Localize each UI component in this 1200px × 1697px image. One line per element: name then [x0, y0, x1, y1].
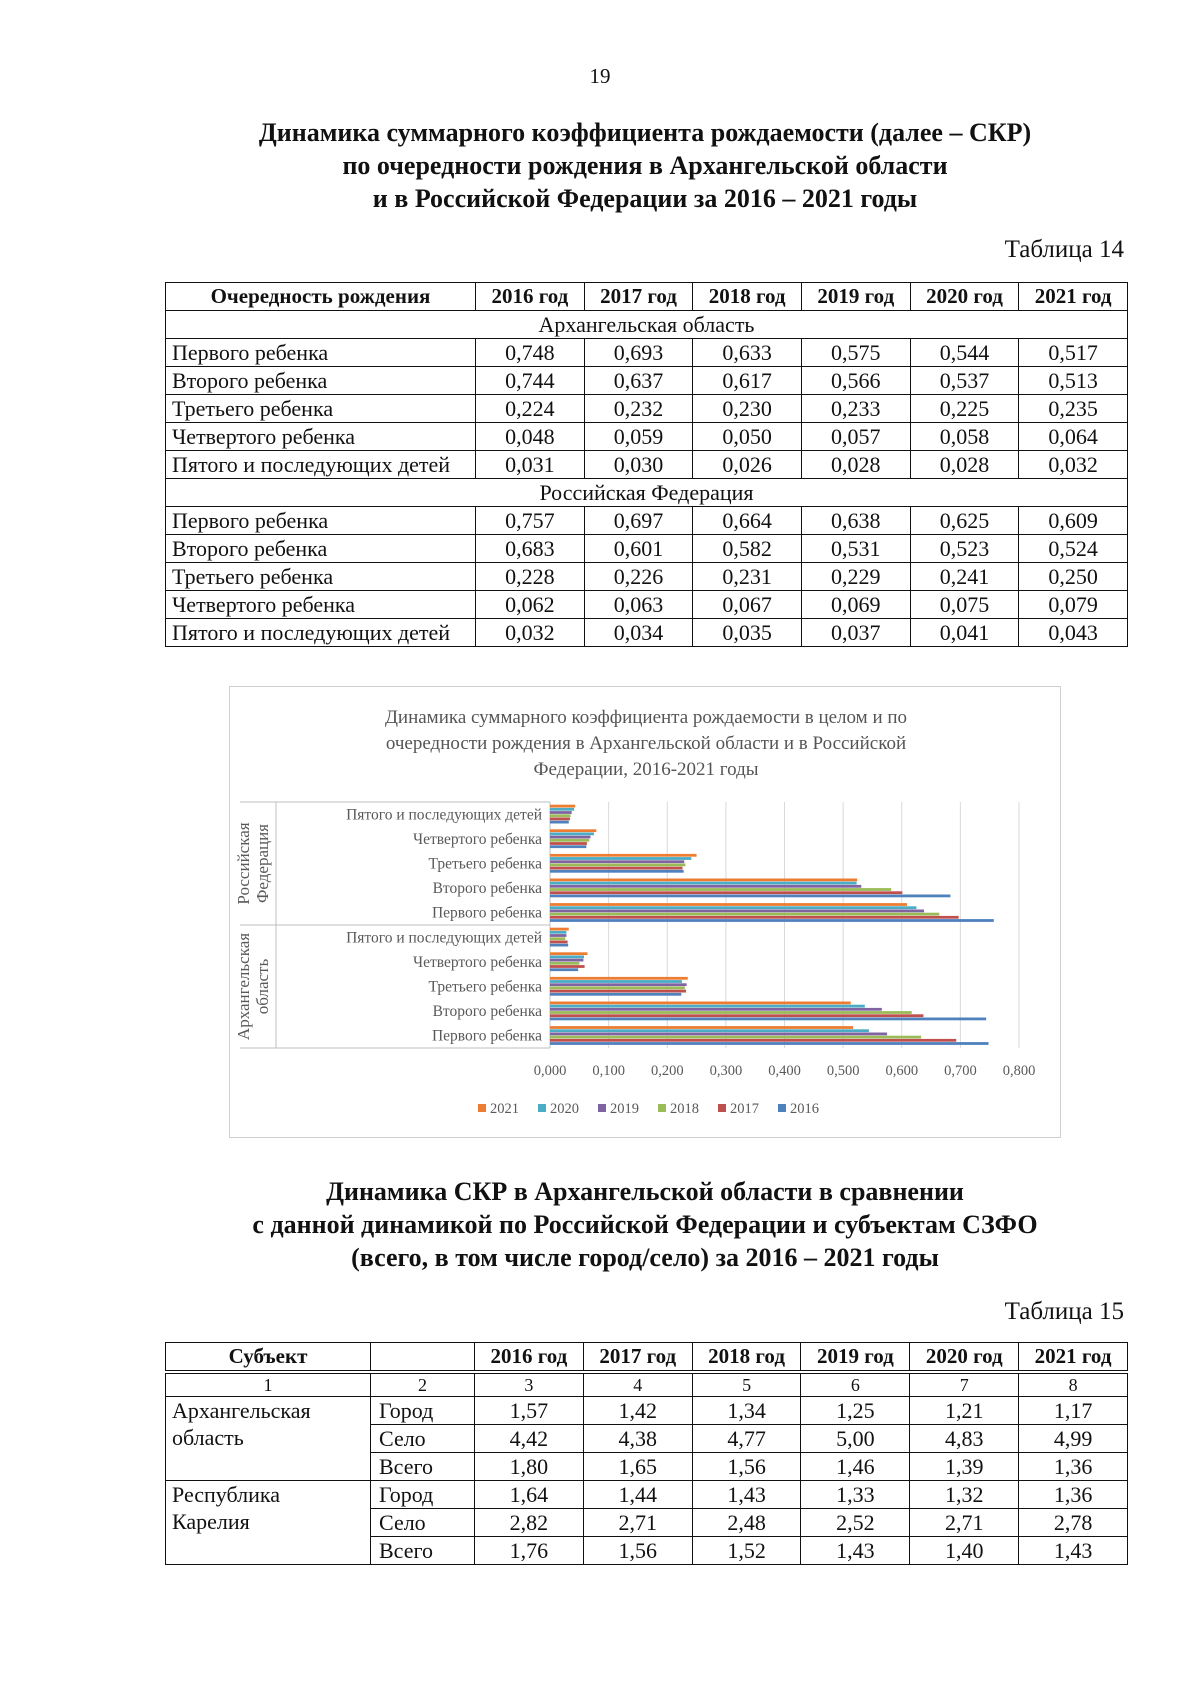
- category-label: Третьего ребенка: [428, 978, 542, 996]
- table-cell: 5,00: [801, 1425, 910, 1453]
- x-tick-label: 0,200: [650, 1063, 684, 1079]
- table-cell: 1,42: [583, 1397, 692, 1425]
- index-cell: 8: [1019, 1374, 1128, 1397]
- table14-header-row: [166, 283, 1128, 311]
- table-cell: 1,17: [1019, 1397, 1128, 1425]
- table-cell: 0,233: [801, 395, 910, 423]
- column-header: Субъект: [166, 1343, 371, 1371]
- table-cell: 0,026: [693, 451, 802, 479]
- column-header: 2018 год: [692, 1343, 801, 1371]
- subject-name-line: Архангельская: [172, 1398, 311, 1423]
- bar: [550, 1039, 956, 1042]
- x-tick-label: 0,700: [944, 1063, 977, 1079]
- section-row: [166, 311, 1128, 339]
- group-label-line: Архангельская: [234, 932, 253, 1041]
- table-cell: 0,035: [693, 619, 802, 647]
- table-cell: 1,32: [910, 1481, 1019, 1509]
- table-cell: 0,028: [801, 451, 910, 479]
- row-label: Первого ребенка: [166, 339, 476, 367]
- table-row: [166, 563, 1128, 591]
- legend-swatch: [538, 1104, 546, 1112]
- bar: [550, 937, 565, 940]
- bar: [550, 990, 686, 993]
- chart-title-line: Федерации, 2016-2021 годы: [533, 759, 759, 780]
- table-cell: 1,56: [692, 1453, 801, 1481]
- table-cell: 2,71: [910, 1509, 1019, 1537]
- section-row: [166, 479, 1128, 507]
- table-cell: 1,76: [475, 1537, 584, 1565]
- table-cell: 4,77: [692, 1425, 801, 1453]
- bar: [550, 811, 572, 814]
- settlement-type: Всего: [371, 1537, 475, 1565]
- bar: [550, 962, 579, 965]
- column-header: 2021 год: [1019, 283, 1128, 311]
- index-cell: 6: [801, 1374, 910, 1397]
- table-cell: 0,032: [1019, 451, 1128, 479]
- legend-swatch: [478, 1104, 486, 1112]
- table-cell: 0,693: [584, 339, 693, 367]
- index-cell: 4: [583, 1374, 692, 1397]
- table-cell: 2,82: [475, 1509, 584, 1537]
- column-header: 2017 год: [583, 1343, 692, 1371]
- table-cell: 0,063: [584, 591, 693, 619]
- x-tick-label: 0,600: [885, 1063, 919, 1079]
- bar: [550, 1018, 986, 1021]
- table-cell: 0,067: [693, 591, 802, 619]
- bar: [550, 888, 891, 891]
- table14-heading: [160, 116, 1130, 215]
- table-cell: 4,38: [583, 1425, 692, 1453]
- category-label: Третьего ребенка: [428, 855, 542, 873]
- table-cell: 0,041: [910, 619, 1019, 647]
- category-label: Первого ребенка: [431, 1027, 542, 1045]
- table-cell: 0,032: [476, 619, 585, 647]
- bar: [550, 903, 907, 906]
- table-cell: 0,617: [693, 367, 802, 395]
- skr-bar-chart: [230, 687, 1062, 1139]
- table-cell: 4,42: [475, 1425, 584, 1453]
- bar: [550, 965, 585, 968]
- table-cell: 0,566: [801, 367, 910, 395]
- table15: [165, 1342, 1128, 1565]
- row-label: Третьего ребенка: [166, 563, 476, 591]
- table-cell: 0,059: [584, 423, 693, 451]
- index-cell: 2: [371, 1374, 475, 1397]
- bar: [550, 879, 857, 882]
- bar: [550, 821, 569, 824]
- table-cell: 1,39: [910, 1453, 1019, 1481]
- table-cell: 0,069: [801, 591, 910, 619]
- row-label: Второго ребенка: [166, 367, 476, 395]
- table-cell: 0,748: [476, 339, 585, 367]
- table-cell: 0,231: [693, 563, 802, 591]
- table15-caption: Таблица 15: [1004, 1298, 1124, 1325]
- table-cell: 0,609: [1019, 507, 1128, 535]
- bar: [550, 860, 684, 863]
- row-label: Пятого и последующих детей: [166, 619, 476, 647]
- table15-heading: [160, 1175, 1130, 1274]
- bar: [550, 931, 566, 934]
- bar: [550, 854, 697, 857]
- bar: [550, 916, 959, 919]
- table-cell: 1,21: [910, 1397, 1019, 1425]
- bar: [550, 1011, 912, 1014]
- settlement-type: Село: [371, 1425, 475, 1453]
- table-cell: 0,637: [584, 367, 693, 395]
- row-label: Пятого и последующих детей: [166, 451, 476, 479]
- x-tick-label: 0,300: [709, 1063, 743, 1079]
- row-label: Четвертого ребенка: [166, 423, 476, 451]
- chart-frame: [229, 686, 1061, 1138]
- legend-label: 2018: [670, 1101, 699, 1117]
- bar: [550, 1029, 869, 1032]
- table-row: [166, 1481, 1128, 1509]
- bar: [550, 891, 902, 894]
- bar: [550, 818, 570, 821]
- section-title: Архангельская область: [166, 311, 1128, 339]
- table-cell: 0,229: [801, 563, 910, 591]
- table-cell: 0,235: [1019, 395, 1128, 423]
- legend-label: 2020: [550, 1101, 579, 1117]
- bar: [550, 1008, 882, 1011]
- subject-name: [166, 1397, 371, 1481]
- table-cell: 1,80: [475, 1453, 584, 1481]
- bar: [550, 910, 924, 913]
- legend-label: 2016: [790, 1101, 819, 1117]
- bar: [550, 845, 586, 848]
- table15-heading-line: (всего, в том числе город/село) за 2016 – 2021 годы: [351, 1243, 939, 1272]
- table-cell: 4,99: [1019, 1425, 1128, 1453]
- table-row: [166, 619, 1128, 647]
- bar: [550, 977, 688, 980]
- table-cell: 1,52: [692, 1537, 801, 1565]
- legend-label: 2021: [490, 1101, 519, 1117]
- table-row: [166, 339, 1128, 367]
- bar: [550, 864, 685, 867]
- subject-name-line: Республика: [172, 1482, 281, 1507]
- bar: [550, 829, 596, 832]
- table-cell: 0,757: [476, 507, 585, 535]
- settlement-type: Всего: [371, 1453, 475, 1481]
- column-header: 2016 год: [476, 283, 585, 311]
- bar: [550, 885, 861, 888]
- column-header: 2018 год: [693, 283, 802, 311]
- bar: [550, 808, 574, 811]
- table-cell: 1,65: [583, 1453, 692, 1481]
- table-cell: 1,34: [692, 1397, 801, 1425]
- table-cell: 0,058: [910, 423, 1019, 451]
- section-title: Российская Федерация: [166, 479, 1128, 507]
- bar: [550, 919, 994, 922]
- table-cell: 0,744: [476, 367, 585, 395]
- table-cell: 0,575: [801, 339, 910, 367]
- row-label: Первого ребенка: [166, 507, 476, 535]
- table-cell: 0,034: [584, 619, 693, 647]
- column-header: 2017 год: [584, 283, 693, 311]
- category-label: Пятого и последующих детей: [346, 806, 542, 824]
- group-label-line: Федерация: [253, 823, 272, 904]
- bar: [550, 959, 583, 962]
- bar: [550, 882, 857, 885]
- x-tick-label: 0,100: [592, 1063, 625, 1079]
- table-cell: 0,230: [693, 395, 802, 423]
- table-cell: 0,517: [1019, 339, 1128, 367]
- table14: [165, 282, 1128, 647]
- table-cell: 0,079: [1019, 591, 1128, 619]
- category-label: Второго ребенка: [432, 880, 542, 898]
- bar: [550, 906, 916, 909]
- row-label: Третьего ребенка: [166, 395, 476, 423]
- index-cell: 1: [166, 1374, 371, 1397]
- table-row: [166, 507, 1128, 535]
- table-cell: 2,71: [583, 1509, 692, 1537]
- table-cell: 0,250: [1019, 563, 1128, 591]
- bar: [550, 1036, 921, 1039]
- table-cell: 0,524: [1019, 535, 1128, 563]
- bar: [550, 913, 939, 916]
- table-cell: 0,031: [476, 451, 585, 479]
- bar: [550, 1005, 865, 1008]
- bar: [550, 842, 587, 845]
- chart-title-line: Динамика суммарного коэффициента рождаемости в целом и по: [384, 707, 908, 728]
- table-cell: 0,050: [693, 423, 802, 451]
- column-header: 2021 год: [1019, 1343, 1128, 1371]
- category-label: Четвертого ребенка: [413, 830, 542, 848]
- table-cell: 1,56: [583, 1537, 692, 1565]
- legend-label: 2019: [610, 1101, 639, 1117]
- bar: [550, 934, 566, 937]
- bar: [550, 805, 575, 808]
- group-label-line: область: [253, 958, 272, 1015]
- table-cell: 2,48: [692, 1509, 801, 1537]
- table15-heading-line: Динамика СКР в Архангельской области в сравнении: [326, 1177, 964, 1206]
- index-cell: 7: [910, 1374, 1019, 1397]
- bar: [550, 836, 590, 839]
- table-cell: 0,037: [801, 619, 910, 647]
- table-cell: 0,664: [693, 507, 802, 535]
- table-row: [166, 395, 1128, 423]
- table-cell: 0,048: [476, 423, 585, 451]
- table-cell: 1,44: [583, 1481, 692, 1509]
- table-row: [166, 367, 1128, 395]
- column-header: 2020 год: [910, 1343, 1019, 1371]
- legend-swatch: [598, 1104, 606, 1112]
- category-label: Пятого и последующих детей: [346, 929, 542, 947]
- table-cell: 0,638: [801, 507, 910, 535]
- table-cell: 0,683: [476, 535, 585, 563]
- table-row: [166, 1397, 1128, 1425]
- table-cell: 0,228: [476, 563, 585, 591]
- table15-heading-line: с данной динамикой по Российской Федерации и субъектам СЗФО: [252, 1210, 1038, 1239]
- bar: [550, 1026, 853, 1029]
- x-tick-label: 0,500: [826, 1063, 860, 1079]
- column-header: 2020 год: [910, 283, 1019, 311]
- row-label: Второго ребенка: [166, 535, 476, 563]
- bar: [550, 968, 578, 971]
- table-cell: 1,36: [1019, 1453, 1128, 1481]
- legend-swatch: [658, 1104, 666, 1112]
- bar: [550, 956, 584, 959]
- settlement-type: Город: [371, 1481, 475, 1509]
- table-row: [166, 535, 1128, 563]
- table14-caption: Таблица 14: [1004, 236, 1124, 263]
- table-cell: 0,057: [801, 423, 910, 451]
- table-cell: 0,601: [584, 535, 693, 563]
- table-cell: 0,633: [693, 339, 802, 367]
- bar: [550, 895, 950, 898]
- bar: [550, 1042, 989, 1045]
- table-cell: 1,43: [1019, 1537, 1128, 1565]
- page-number: 19: [589, 64, 611, 88]
- table-cell: 0,062: [476, 591, 585, 619]
- table-cell: 0,544: [910, 339, 1019, 367]
- table-cell: 0,064: [1019, 423, 1128, 451]
- settlement-type: Село: [371, 1509, 475, 1537]
- table-cell: 0,537: [910, 367, 1019, 395]
- table15-header-row: [166, 1343, 1128, 1371]
- table-cell: 1,46: [801, 1453, 910, 1481]
- table14-heading-line: и в Российской Федерации за 2016 – 2021 годы: [372, 184, 918, 213]
- table-cell: 0,241: [910, 563, 1019, 591]
- category-label: Четвертого ребенка: [413, 953, 542, 971]
- table-cell: 1,36: [1019, 1481, 1128, 1509]
- table-cell: 1,40: [910, 1537, 1019, 1565]
- table-cell: 1,57: [475, 1397, 584, 1425]
- chart-title-line: очередности рождения в Архангельской области и в Российской: [385, 733, 907, 754]
- table-row: [166, 423, 1128, 451]
- bar: [550, 839, 589, 842]
- table-cell: 0,075: [910, 591, 1019, 619]
- category-label: Второго ребенка: [432, 1003, 542, 1021]
- table-cell: 1,25: [801, 1397, 910, 1425]
- index-row: [166, 1374, 1128, 1397]
- table-cell: 0,531: [801, 535, 910, 563]
- column-header: Очередность рождения: [166, 283, 476, 311]
- table-cell: 1,33: [801, 1481, 910, 1509]
- table-cell: 2,52: [801, 1509, 910, 1537]
- table-cell: 0,523: [910, 535, 1019, 563]
- bar: [550, 987, 685, 990]
- group-label-line: Российская: [234, 822, 253, 905]
- bar: [550, 1033, 887, 1036]
- bar: [550, 870, 684, 873]
- bar: [550, 941, 568, 944]
- table-cell: 0,625: [910, 507, 1019, 535]
- category-label: Первого ребенка: [431, 904, 542, 922]
- legend-swatch: [778, 1104, 786, 1112]
- column-header: 2019 год: [801, 283, 910, 311]
- bar: [550, 952, 588, 955]
- column-header: 2019 год: [801, 1343, 910, 1371]
- table-cell: 0,582: [693, 535, 802, 563]
- table-cell: 0,043: [1019, 619, 1128, 647]
- table-cell: 0,030: [584, 451, 693, 479]
- table-cell: 1,43: [801, 1537, 910, 1565]
- x-tick-label: 0,400: [768, 1063, 801, 1079]
- table-cell: 0,513: [1019, 367, 1128, 395]
- bar: [550, 944, 568, 947]
- column-header: 2016 год: [475, 1343, 584, 1371]
- table-cell: 1,43: [692, 1481, 801, 1509]
- table14-heading-line: Динамика суммарного коэффициента рождаемости (далее – СКР): [258, 118, 1032, 147]
- subject-name-line: область: [172, 1425, 244, 1450]
- settlement-type: Город: [371, 1397, 475, 1425]
- legend-label: 2017: [730, 1101, 759, 1117]
- column-header: [371, 1343, 475, 1371]
- row-label: Четвертого ребенка: [166, 591, 476, 619]
- subject-name: [166, 1481, 371, 1565]
- index-cell: 3: [475, 1374, 584, 1397]
- table-cell: 2,78: [1019, 1509, 1128, 1537]
- bar: [550, 833, 594, 836]
- table-cell: 1,64: [475, 1481, 584, 1509]
- bar: [550, 928, 569, 931]
- bar: [550, 993, 681, 996]
- bar: [550, 867, 682, 870]
- table-row: [166, 591, 1128, 619]
- table-cell: 0,226: [584, 563, 693, 591]
- subject-name-line: Карелия: [172, 1509, 250, 1534]
- bar: [550, 1014, 923, 1017]
- table-cell: 4,83: [910, 1425, 1019, 1453]
- table-cell: 0,697: [584, 507, 693, 535]
- x-tick-label: 0,800: [1002, 1063, 1036, 1079]
- table14-heading-line: по очередности рождения в Архангельской области: [342, 151, 948, 180]
- legend-swatch: [718, 1104, 726, 1112]
- table-cell: 0,225: [910, 395, 1019, 423]
- bar: [550, 983, 687, 986]
- bar: [550, 814, 571, 817]
- x-tick-label: 0,000: [533, 1063, 567, 1079]
- table-cell: 0,232: [584, 395, 693, 423]
- table-row: [166, 451, 1128, 479]
- index-cell: 5: [692, 1374, 801, 1397]
- table-cell: 0,224: [476, 395, 585, 423]
- bar: [550, 1002, 851, 1005]
- bar: [550, 980, 682, 983]
- bar: [550, 857, 691, 860]
- table-cell: 0,028: [910, 451, 1019, 479]
